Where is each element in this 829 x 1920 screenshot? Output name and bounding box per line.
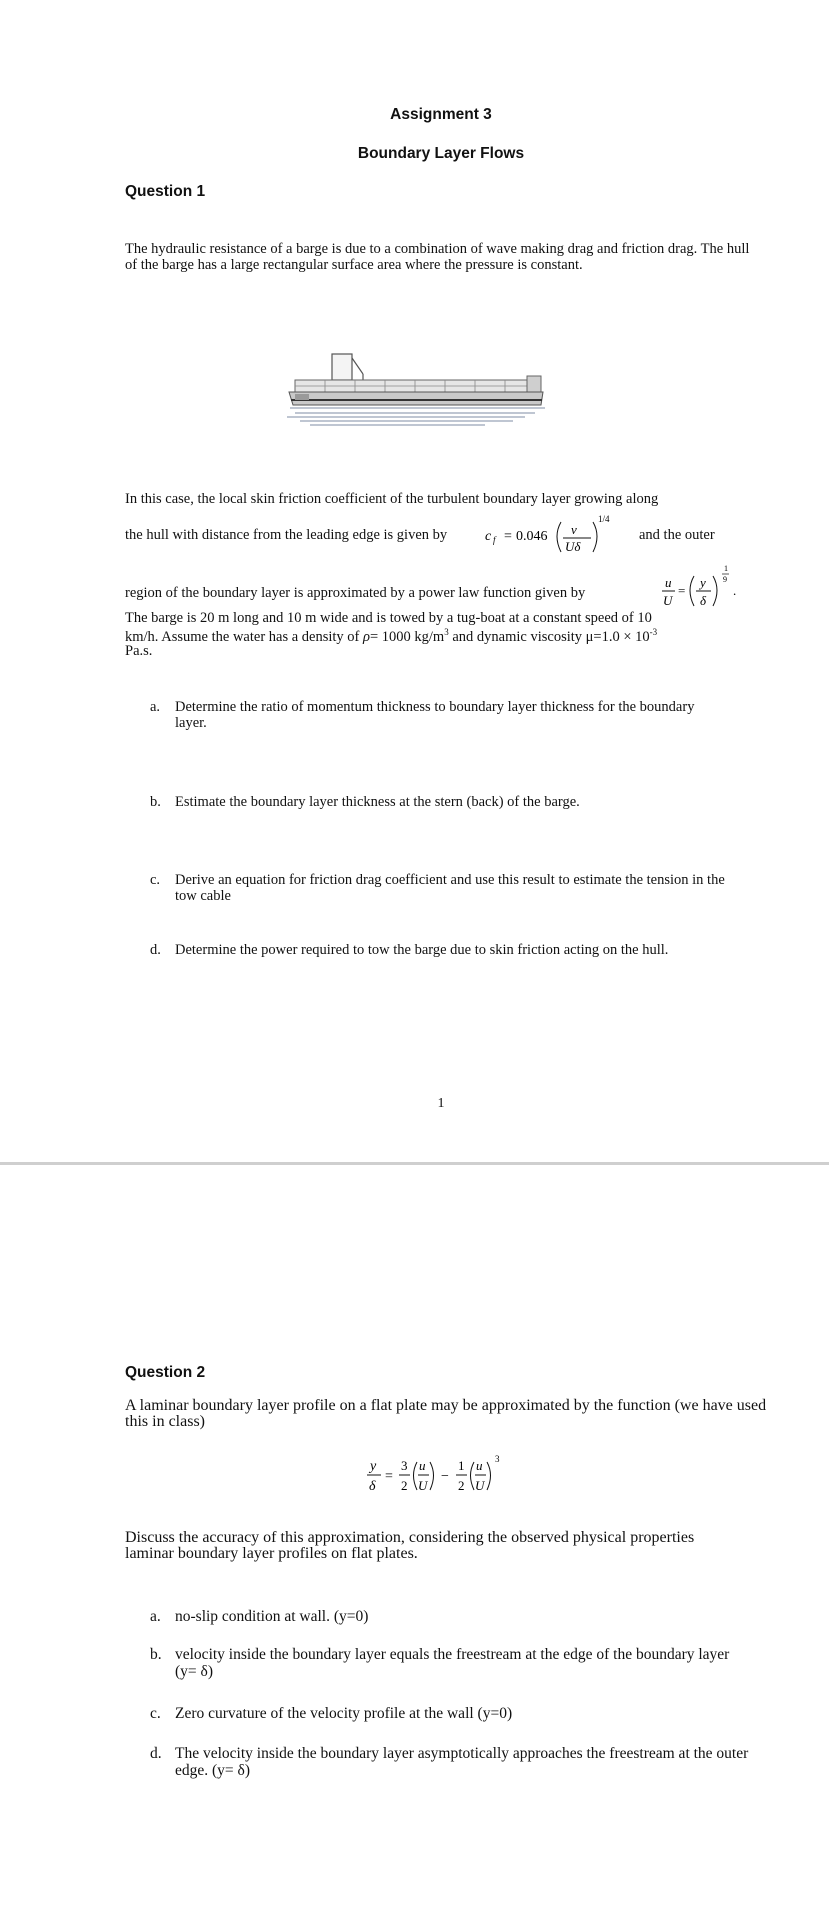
- page-divider: [0, 1162, 829, 1165]
- eq-t2-den: U: [475, 1478, 485, 1493]
- q2-item-a: [150, 1608, 770, 1625]
- q2-item-d-label: d.: [150, 1745, 162, 1762]
- question-1-intro: The hydraulic resistance of a barge is due to a combination of wave making drag and friction drag. The hull of the barge has a large rectangular surface area where the pressure is constant.: [125, 241, 750, 273]
- eq-c1-num: 3: [401, 1458, 408, 1473]
- cf-denominator: Uδ: [565, 539, 581, 554]
- rho-symbol: ρ: [363, 628, 370, 645]
- q1-paragraph-line-4: The barge is 20 m long and 10 m wide and is towed by a tug-boat at a constant speed of 10: [125, 610, 652, 626]
- power-law-period: .: [733, 583, 737, 598]
- power-law-delta: δ: [700, 593, 707, 608]
- power-law-exp-den: 9: [723, 575, 727, 584]
- q1-line3-start: region of the boundary layer is approximated by a power law function given by: [125, 585, 586, 601]
- skin-friction-equation: [485, 512, 635, 560]
- assignment-title: Assignment 3: [390, 106, 492, 123]
- eq-t1-num: u: [419, 1458, 426, 1473]
- q1-paragraph-line-6: Pa.s.: [125, 643, 153, 659]
- q2-item-c: [150, 1705, 770, 1722]
- laminar-profile-equation: [365, 1450, 525, 1502]
- eq-c1-den: 2: [401, 1478, 408, 1493]
- assignment-subtitle: Boundary Layer Flows: [357, 145, 525, 162]
- q1-item-d-label: d.: [150, 942, 161, 958]
- eq-delta: δ: [369, 1479, 376, 1494]
- q2-item-c-label: c.: [150, 1705, 161, 1722]
- question-2-discuss: Discuss the accuracy of this approximation, considering the observed physical properties laminar boundary layer profiles on flat plates.: [125, 1529, 695, 1562]
- q2-item-c-text: Zero curvature of the velocity profile at the wall (y=0): [175, 1705, 513, 1722]
- q2-item-a-text: no-slip condition at wall. (y=0): [175, 1608, 369, 1625]
- q1-line2-start: the hull with distance from the leading edge is given by: [125, 527, 448, 543]
- q1-line5-end: and dynamic viscosity μ=1.0 × 10: [448, 628, 650, 645]
- q2-item-d-text: The velocity inside the boundary layer asymptotically approaches the freestream at the outer edge. (y= δ): [175, 1745, 749, 1779]
- q1-item-d: [150, 942, 790, 958]
- eq-exponent: 3: [495, 1454, 500, 1464]
- q1-item-c-label: c.: [150, 872, 161, 888]
- cf-symbol: c: [485, 529, 492, 544]
- cf-subscript: f: [493, 535, 496, 545]
- exponent-superscript: -3: [649, 627, 658, 637]
- cf-equals: =: [504, 529, 512, 544]
- eq-t2-num: u: [476, 1458, 483, 1473]
- q2-item-b: [150, 1646, 750, 1680]
- power-law-equals: =: [678, 583, 686, 598]
- power-law-U: U: [663, 593, 673, 608]
- q1-item-b-label: b.: [150, 794, 161, 810]
- q1-item-b: [150, 794, 750, 810]
- q1-line5-mid: = 1000 kg/m: [369, 628, 445, 645]
- q1-paragraph-line-5: [125, 627, 657, 646]
- question-1-heading: Question 1: [125, 183, 206, 200]
- q2-item-b-label: b.: [150, 1646, 162, 1663]
- q2-item-b-text: velocity inside the boundary layer equals the freestream at the edge of the boundary layer (y= δ): [175, 1646, 730, 1680]
- power-law-u: u: [665, 575, 672, 590]
- q2-item-d: [150, 1745, 770, 1779]
- question-2-heading: Question 2: [125, 1364, 206, 1381]
- q1-line2-end: and the outer: [639, 527, 715, 543]
- eq-c2-den: 2: [458, 1478, 465, 1493]
- q1-item-a: [150, 699, 720, 731]
- power-law-equation: [660, 562, 740, 612]
- q1-paragraph-line-1: In this case, the local skin friction coefficient of the turbulent boundary layer growing along: [125, 491, 659, 507]
- q1-item-a-text: Determine the ratio of momentum thickness to boundary layer thickness for the boundary layer.: [175, 699, 695, 731]
- q1-paragraph-line-2: [125, 527, 447, 544]
- eq-y: y: [370, 1459, 377, 1474]
- barge-illustration: [285, 350, 550, 432]
- eq-t1-den: U: [418, 1478, 428, 1493]
- q1-item-c: [150, 872, 735, 904]
- q1-item-d-text: Determine the power required to tow the barge due to skin friction acting on the hull.: [175, 942, 669, 958]
- power-law-y: y: [700, 575, 706, 590]
- question-2-intro: A laminar boundary layer profile on a flat plate may be approximated by the function (we have used this in class): [125, 1397, 767, 1430]
- eq-minus: −: [441, 1469, 449, 1484]
- q1-line5-start: km/h. Assume the water has a density of: [125, 628, 360, 645]
- cf-exponent: 1/4: [598, 514, 610, 524]
- cf-coefficient: 0.046: [516, 529, 548, 544]
- q2-item-a-label: a.: [150, 1608, 161, 1625]
- q1-item-b-text: Estimate the boundary layer thickness at the stern (back) of the barge.: [175, 794, 580, 810]
- q1-item-c-text: Derive an equation for friction drag coefficient and use this result to estimate the tension in the tow cable: [175, 872, 725, 904]
- q1-item-a-label: a.: [150, 699, 161, 715]
- eq-equals: =: [385, 1469, 393, 1484]
- eq-c2-num: 1: [458, 1458, 465, 1473]
- cubic-superscript: 3: [444, 627, 449, 637]
- page-number: 1: [437, 1096, 445, 1111]
- cf-numerator: ν: [571, 522, 577, 537]
- power-law-exp-num: 1: [724, 564, 728, 573]
